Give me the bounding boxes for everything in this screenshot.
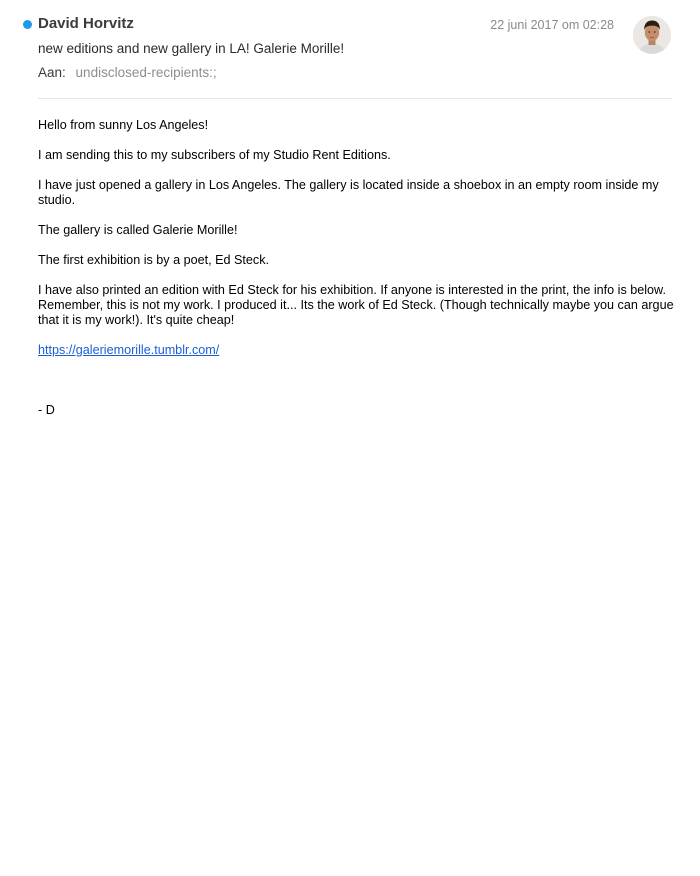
recipient-value[interactable]: undisclosed-recipients:;: [75, 65, 217, 80]
body-paragraph: I have just opened a gallery in Los Angeles. The gallery is located inside a shoebox in an empty room inside my studio.: [38, 178, 659, 207]
message-subject: new editions and new gallery in LA! Galerie Morille!: [38, 41, 345, 56]
recipient-row: [38, 65, 217, 80]
signature: - D: [38, 403, 55, 417]
message-body: [38, 118, 678, 433]
message-date: 22 juni 2017 om 02:28: [490, 18, 614, 32]
link-paragraph: [38, 343, 678, 358]
body-paragraph: The gallery is called Galerie Morille!: [38, 223, 238, 237]
body-paragraph: I am sending this to my subscribers of my Studio Rent Editions.: [38, 148, 391, 162]
avatar-photo-icon: [633, 16, 671, 54]
gallery-link[interactable]: https://galeriemorille.tumblr.com/: [38, 343, 220, 357]
body-paragraph: Hello from sunny Los Angeles!: [38, 118, 209, 132]
unread-indicator[interactable]: [23, 20, 32, 29]
sender-avatar[interactable]: [633, 16, 671, 54]
message-header: [0, 0, 700, 100]
sender-name[interactable]: David Horvitz: [38, 15, 134, 32]
header-divider: [38, 98, 672, 99]
body-paragraph: I have also printed an edition with Ed Steck for his exhibition. If anyone is interested in the print, the info is below. Remember, this is not my work. I produced it... Its the work of Ed Steck. (Though technically maybe you can argue that it is my work!). It's quite cheap!: [38, 283, 674, 327]
body-paragraph: The first exhibition is by a poet, Ed Steck.: [38, 253, 269, 267]
to-label: Aan:: [38, 65, 66, 80]
